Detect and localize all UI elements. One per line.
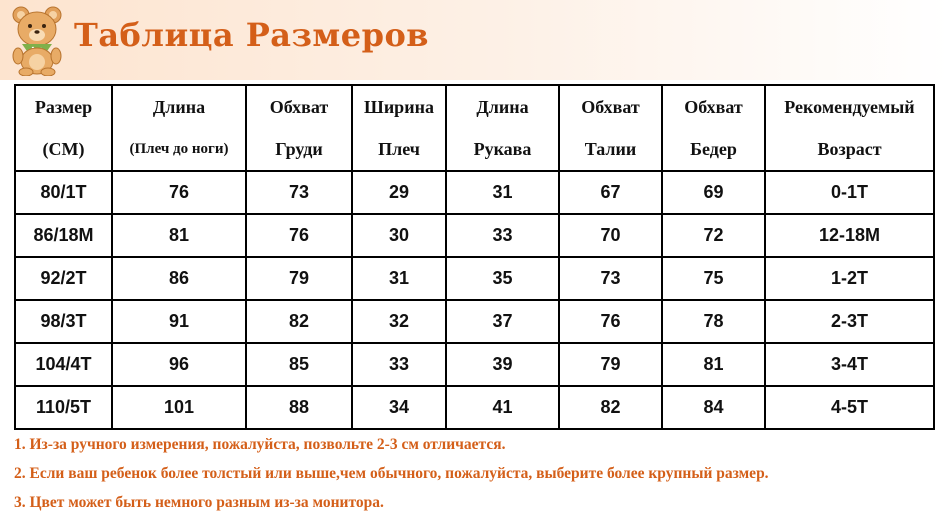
table-cell: 72 [662, 214, 765, 257]
table-cell: 88 [246, 386, 352, 429]
note-item: 1. Из-за ручного измерения, пожалуйста, позвольте 2-3 см отличается. [14, 436, 506, 453]
table-cell: 76 [559, 300, 662, 343]
page-title: Таблица Размеров [74, 16, 430, 54]
column-header: Обхват Бедер [662, 85, 765, 171]
table-cell: 73 [246, 171, 352, 214]
table-cell: 75 [662, 257, 765, 300]
note-item: 3. Цвет может быть немного разным из-за монитора. [14, 494, 384, 511]
table-cell: 81 [112, 214, 246, 257]
table-cell: 2-3T [765, 300, 934, 343]
size-chart-table [14, 84, 935, 430]
table-cell: 82 [559, 386, 662, 429]
table-cell: 70 [559, 214, 662, 257]
table-cell: 91 [112, 300, 246, 343]
table-cell: 32 [352, 300, 446, 343]
table-cell: 1-2T [765, 257, 934, 300]
table-cell: 41 [446, 386, 559, 429]
notes-list [14, 430, 944, 517]
teddy-bear-icon [8, 4, 66, 76]
table-cell: 4-5T [765, 386, 934, 429]
table-cell: 73 [559, 257, 662, 300]
column-header: Длина Рукава [446, 85, 559, 171]
table-cell: 79 [246, 257, 352, 300]
table-header-row [15, 85, 934, 171]
table-cell: 84 [662, 386, 765, 429]
table-row [15, 343, 934, 386]
table-cell: 31 [446, 171, 559, 214]
table-cell: 110/5T [15, 386, 112, 429]
column-header: Рекомендуемый Возраст [765, 85, 934, 171]
table-cell: 98/3T [15, 300, 112, 343]
table-row [15, 214, 934, 257]
table-cell: 34 [352, 386, 446, 429]
table-cell: 69 [662, 171, 765, 214]
table-cell: 3-4T [765, 343, 934, 386]
table-cell: 81 [662, 343, 765, 386]
column-header: Обхват Груди [246, 85, 352, 171]
table-row [15, 386, 934, 429]
table-cell: 35 [446, 257, 559, 300]
table-cell: 31 [352, 257, 446, 300]
table-cell: 96 [112, 343, 246, 386]
table-cell: 85 [246, 343, 352, 386]
table-row [15, 257, 934, 300]
table-cell: 104/4T [15, 343, 112, 386]
table-cell: 33 [352, 343, 446, 386]
table-cell: 30 [352, 214, 446, 257]
table-cell: 92/2T [15, 257, 112, 300]
table-cell: 33 [446, 214, 559, 257]
table-cell: 29 [352, 171, 446, 214]
table-cell: 86/18M [15, 214, 112, 257]
header-banner [0, 0, 950, 80]
table-row [15, 300, 934, 343]
table-cell: 76 [246, 214, 352, 257]
column-header: Ширина Плеч [352, 85, 446, 171]
table-cell: 39 [446, 343, 559, 386]
table-cell: 76 [112, 171, 246, 214]
table-row [15, 171, 934, 214]
table-cell: 86 [112, 257, 246, 300]
table-cell: 37 [446, 300, 559, 343]
column-header: Размер (CM) [15, 85, 112, 171]
table-cell: 80/1T [15, 171, 112, 214]
table-cell: 82 [246, 300, 352, 343]
table-cell: 101 [112, 386, 246, 429]
table-cell: 67 [559, 171, 662, 214]
table-cell: 0-1T [765, 171, 934, 214]
table-cell: 12-18M [765, 214, 934, 257]
table-cell: 79 [559, 343, 662, 386]
table-cell: 78 [662, 300, 765, 343]
column-header: Длина (Плеч до ноги) [112, 85, 246, 171]
column-header: Обхват Талии [559, 85, 662, 171]
note-item: 2. Если ваш ребенок более толстый или выше,чем обычного, пожалуйста, выберите более крупный размер. [14, 465, 769, 482]
